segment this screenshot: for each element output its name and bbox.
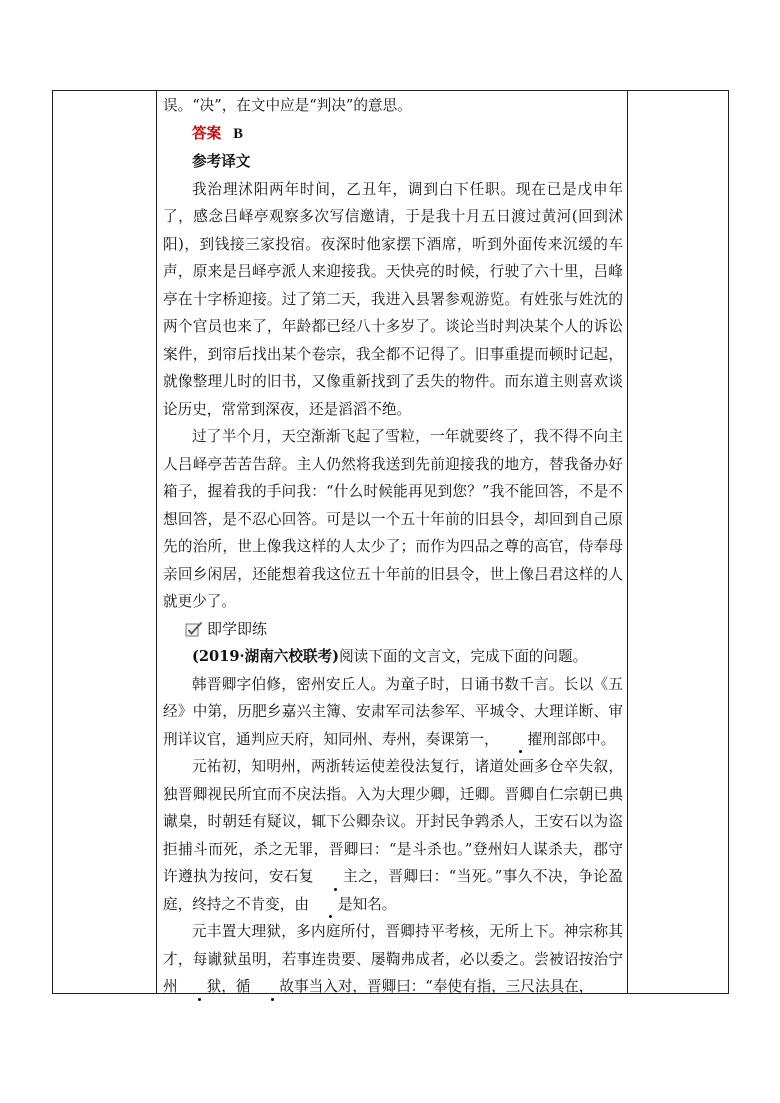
passage-text: 韩晋卿字伯修，密州安丘人。为童子时，日诵书数千言。长以《五经》中第，历肥乡嘉兴主簿、安肃军司法参军、平城令、大理详断、审刑详议官，通判应天府，知同州、寿州，奏课第一， <box>163 675 623 748</box>
passage-paragraph-2 <box>163 753 623 918</box>
emphasized-character: 狱 <box>178 973 222 1001</box>
classical-passage <box>163 671 623 1001</box>
passage-text: 元丰置大理狱，多内庭所付，晋卿持平考核，无所上下。神宗称其才，每谳狱虽明，若事连贵要、屡鞫弗成者，必以委之。尝被诏按治宁州 <box>163 923 623 995</box>
passage-paragraph-1 <box>163 671 623 754</box>
passage-text: ，循 <box>221 978 251 995</box>
emphasized-character: 擢 <box>499 726 543 754</box>
table-right-column-divider <box>627 91 628 993</box>
answer-value: B <box>233 125 243 142</box>
practice-heading <box>163 616 623 644</box>
passage-text: 知名。 <box>352 895 397 913</box>
passage-text: 刑部郎中。 <box>542 730 616 748</box>
passage-paragraph-3 <box>163 918 623 1001</box>
source-instruction: 阅读下面的文言文，完成下面的问题。 <box>339 648 588 665</box>
emphasized-character: 主 <box>314 863 358 891</box>
main-content <box>163 92 623 1001</box>
emphasized-character: 是 <box>309 891 353 919</box>
checkbox-check-icon <box>185 621 203 637</box>
passage-text: 事当入对，晋卿曰：“奉使有指，三尺法具在， <box>294 978 594 995</box>
translation-paragraph-1: 我治理沭阳两年时间，乙丑年，调到白下任职。现在已是戊申年了，感念吕峄亭观察多次写信邀请，于是我十月五日渡过黄河(回到沭阳)，到钱接三家投宿。夜深时他家摆下酒席，听到外面传来沉缓的车声，原来是吕峄亭派人来迎接我。天快亮的时候，行驶了六十里，吕峰亭在十字桥迎接。过了第二天，我进入县署参观游览。有姓张与姓沈的两个官员也来了，年龄都已经八十多岁了。谈论当时判决某个人的诉讼案件，到帘后找出某个卷宗，我全都不记得了。旧事重提而顿时记起，就像整理儿时的旧书，又像重新找到了丢失的物件。而东道主则喜欢谈论历史，常常到深夜，还是滔滔不绝。 <box>163 180 623 418</box>
passage-text: 元祐初，知明州，两浙转运使差役法复行，诸道处画多仓卒失叙，独晋卿视民所宜而不戾法指。入为大理少卿，迁卿。晋卿自仁宗朝已典谳臬，时朝廷有疑议，辄下公卿杂议。开封民争鹑杀人，王安石以为盗拒捕斗而死，杀之无罪，晋卿曰：“是斗杀也。”登州妇人谋杀夫，郡守许遵执为按问，安石复 <box>163 758 623 885</box>
translation-title: 参考译文 <box>192 153 251 170</box>
translation-paragraph-2: 过了半个月，天空渐渐飞起了雪粒，一年就要终了，我不得不向主人吕峄亭苦苦告辞。主人仍然将我送到先前迎接我的地方，替我备办好箱子，握着我的手问我：“什么时候能再见到您？”我不能回答，不是不想回答，是不忍心回答。可是以一个五十年前的旧县令，却回到自己原先的治所，世上像我这样的人太少了；而作为四品之尊的高官，侍奉母亲回乡闲居，还能想着我这位五十年前的旧县令，世上像吕君这样的人就更少了。 <box>163 428 623 610</box>
practice-title: 即学即练 <box>207 619 268 638</box>
emphasized-character: 故 <box>250 973 294 1001</box>
source-line <box>163 643 623 671</box>
answer-label: 答案 <box>192 124 222 142</box>
intro-line: 误。“决”，在文中应是“判决”的意思。 <box>163 97 412 114</box>
source-tag: (2019·湖南六校联考) <box>192 648 340 665</box>
table-left-column-divider <box>156 91 157 993</box>
answer-line <box>163 120 623 149</box>
passage-text: 之，晋卿曰：“当死。”事久不决，争论盈庭，终持之不肯变，由 <box>163 868 623 913</box>
